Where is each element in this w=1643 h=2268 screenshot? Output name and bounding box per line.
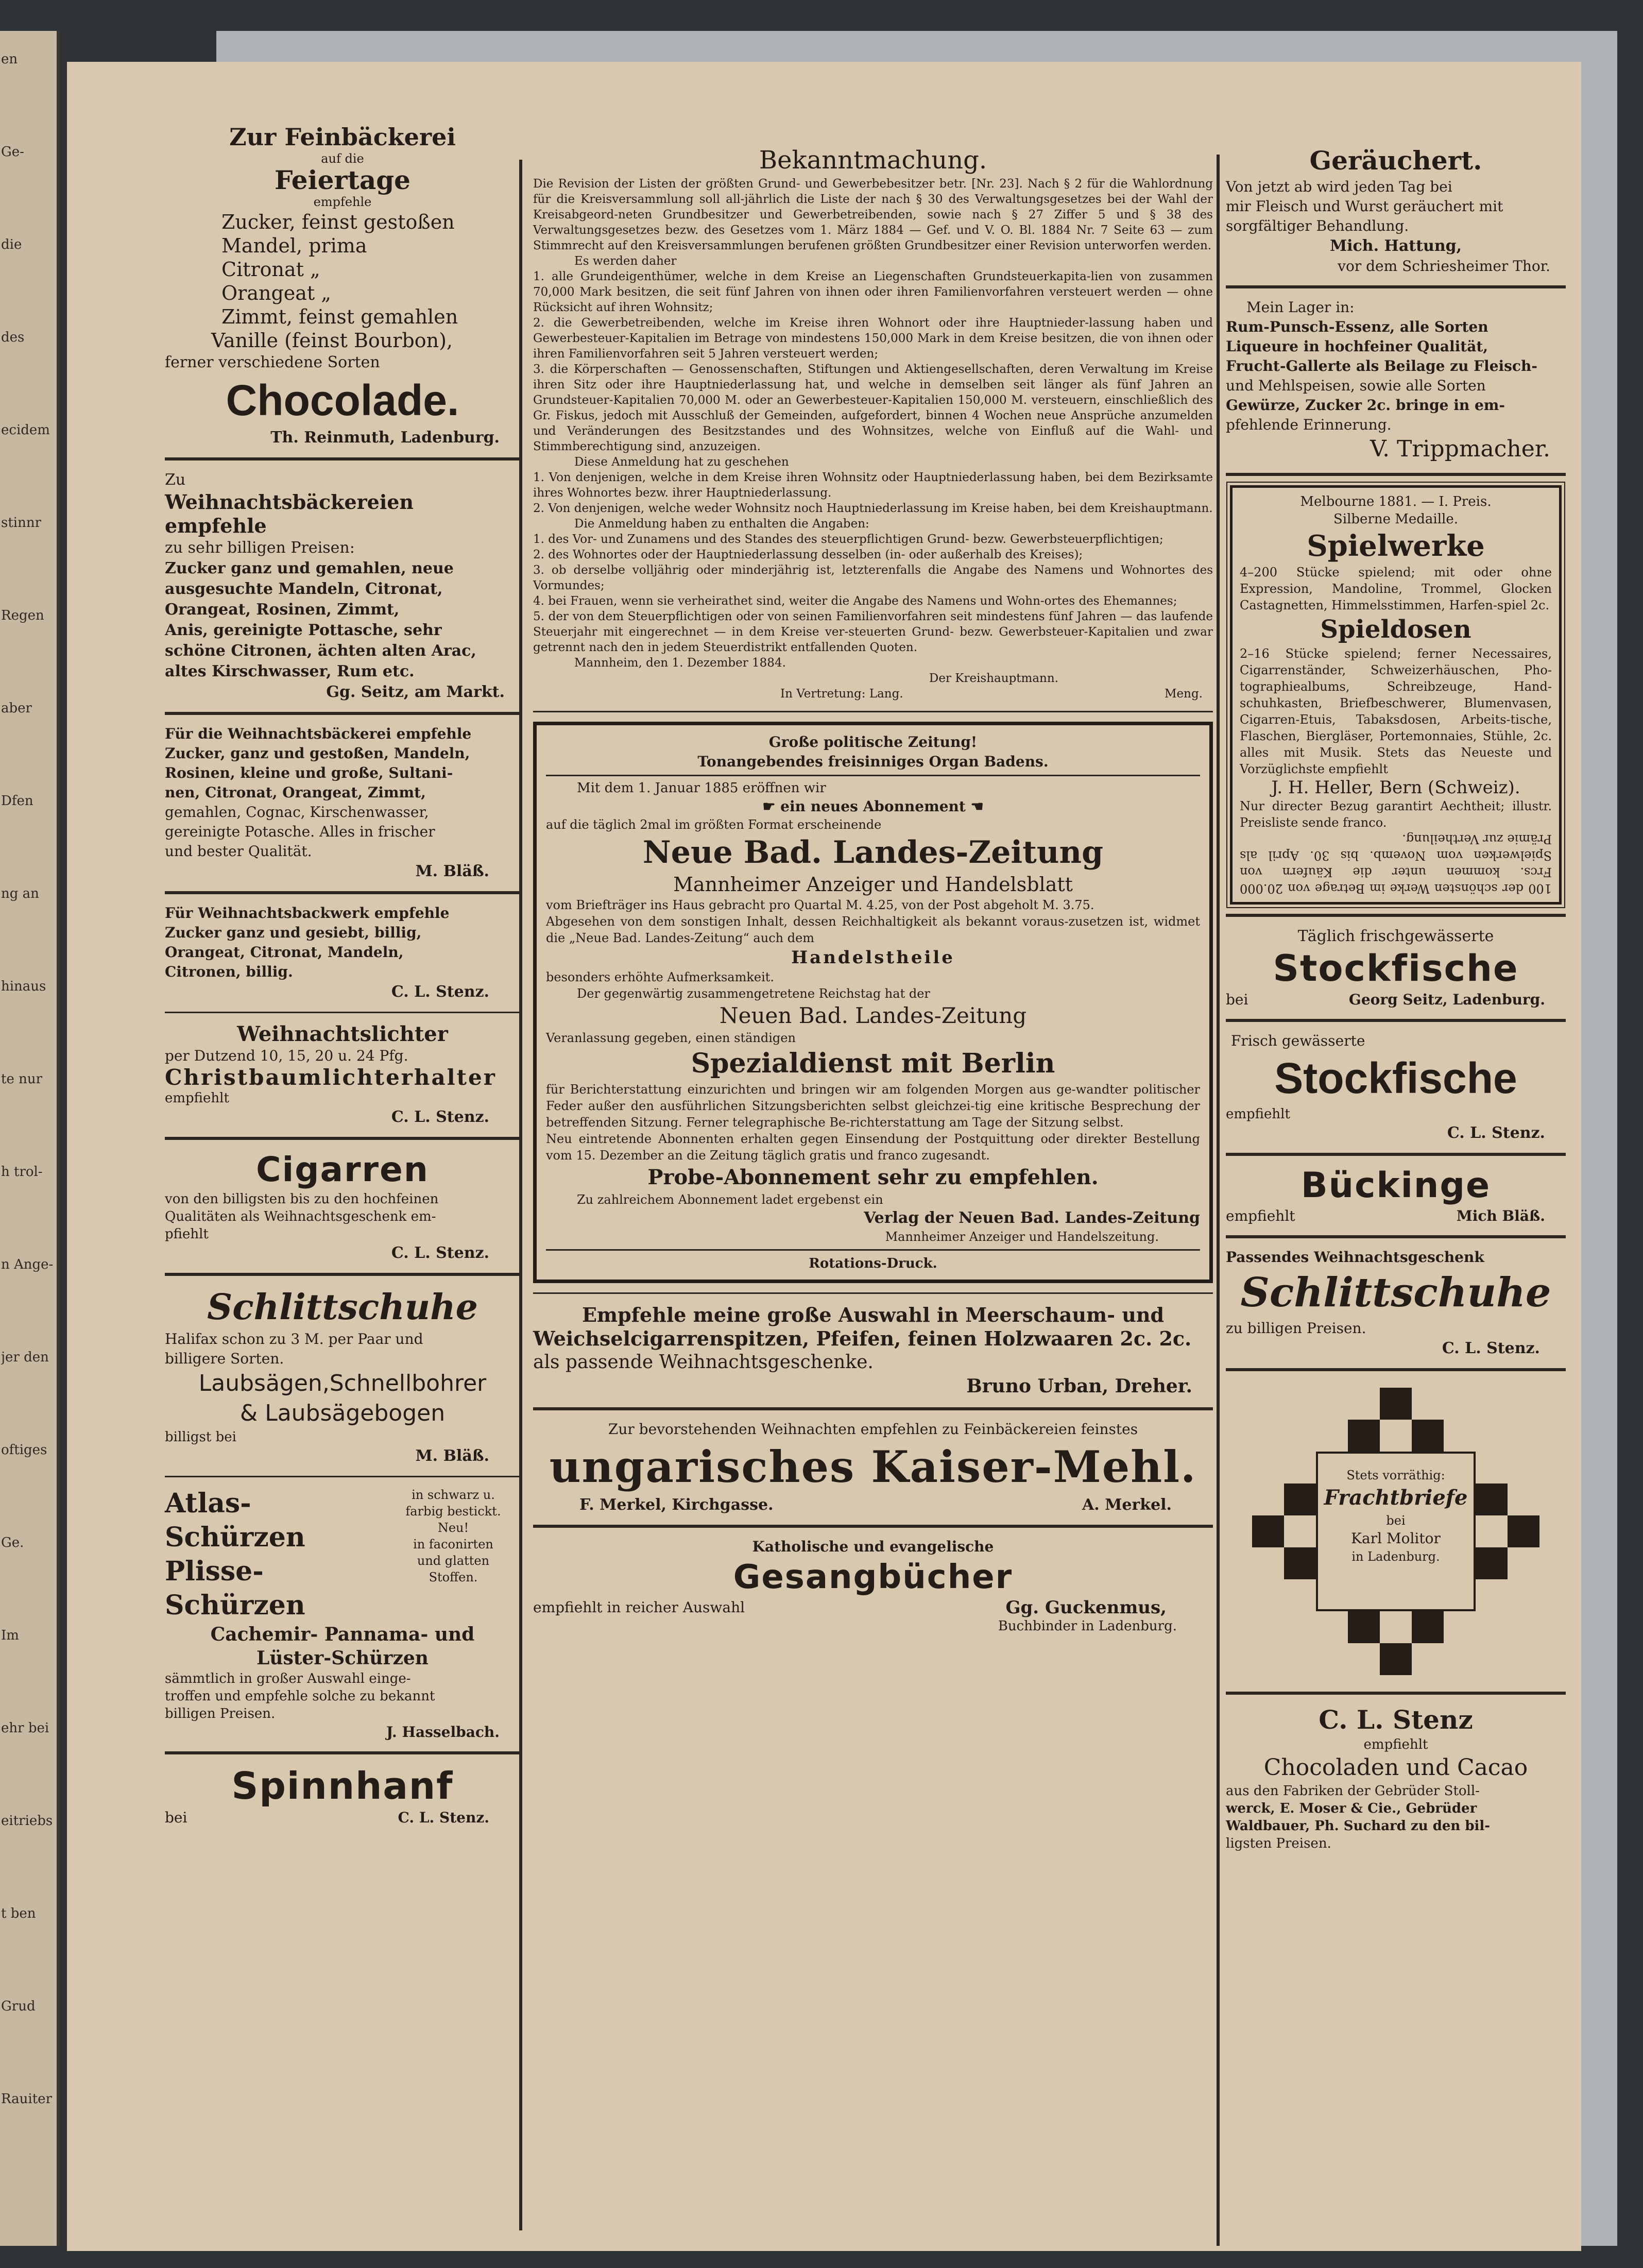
ad-text: Buchbinder in Ladenburg.	[998, 1618, 1177, 1634]
ad-headline: Spieldosen	[1320, 615, 1471, 644]
divider	[165, 1137, 520, 1140]
ad-text: Anis, gereinigte Pottasche, sehr	[165, 621, 442, 639]
ad-text: troffen und empfehle solche zu bekannt	[165, 1689, 435, 1704]
ad-text: vor dem Schriesheimer Thor.	[1338, 258, 1550, 275]
ad-text: Rotations-Druck.	[809, 1256, 937, 1271]
ad-text: Orangeat, Rosinen, Zimmt,	[165, 601, 400, 619]
ad-text: Citronen, billig.	[165, 963, 293, 980]
ad-spinnhanf	[165, 1764, 520, 1828]
ad-text: ausgesuchte Mandeln, Citronat,	[165, 580, 443, 598]
divider	[546, 1249, 1200, 1251]
ad-headline: Probe-Abonnement sehr zu empfehlen.	[647, 1165, 1099, 1189]
ad-signature: Th. Reinmuth, Ladenburg.	[270, 429, 500, 447]
notice-item: 2. die Gewerbetreibenden, welche im Kreise ihren Wohnort oder ihre Hauptnieder-lassung haben und Gewerbesteuer-Kapitalien im Betrage von mindestens 150,000 Mark in dem Kreise besitzen, die von ihnen oder ihren Familienvorfahren seit 5 Jahren versteuert werden;	[533, 316, 1213, 361]
ad-text: Gewürze, Zucker 2c. bringe in em-	[1226, 397, 1505, 414]
ad-signature: J. Hasselbach.	[386, 1724, 500, 1741]
ad-headline: & Laubsägebogen	[239, 1400, 446, 1426]
ad-headline: Spezialdienst mit Berlin	[691, 1048, 1055, 1079]
ad-text: Neu eintretende Abonnenten erhalten gegen Einsendung der Postquittung oder direkter Bestellung vom 15. Dezember an die Zeitung täglich gratis und franco zugesandt.	[546, 1132, 1200, 1163]
ad-headline: Mannheimer Anzeiger und Handelsblatt	[673, 873, 1073, 896]
ad-text: billigere Sorten.	[165, 1350, 284, 1367]
edge-text-fragment: Rauiter	[1, 2091, 52, 2107]
edge-text-fragment: n Ange-	[1, 1257, 54, 1272]
edge-text-fragment: stinnr	[1, 515, 42, 531]
divider	[533, 1292, 1213, 1294]
notice-date: Mannheim, den 1. Dezember 1884.	[574, 656, 786, 670]
edge-text-fragment: te nur	[1, 1071, 43, 1087]
ad-headline: Spielwerke	[1307, 529, 1485, 563]
column-left	[165, 124, 520, 1828]
ad-signature: Gg. Seitz, am Markt.	[326, 683, 505, 701]
column-rule-right	[1217, 155, 1220, 2246]
ad-text: ferner verschiedene Sorten	[165, 353, 380, 371]
ad-text: mir Fleisch und Wurst geräuchert mit	[1226, 198, 1503, 215]
ad-title: Zur Feinbäckerei	[229, 123, 456, 151]
ad-text: Zucker, ganz und gestoßen, Mandeln,	[165, 745, 470, 762]
ad-text: Von jetzt ab wird jeden Tag bei	[1226, 178, 1452, 195]
ad-text: als passende Weihnachtsgeschenke.	[533, 1352, 874, 1373]
ad-signature: Karl Molitor	[1351, 1530, 1441, 1547]
ad-text: Stoffen.	[429, 1570, 478, 1584]
ad-headline: ☛ ein neues Abonnement ☚	[546, 797, 1200, 816]
notice-signature: In Vertretung: Lang.	[780, 687, 903, 701]
edge-text-fragment: ehr bei	[1, 1720, 49, 1736]
ad-weihnachtslichter	[165, 1022, 520, 1128]
edge-text-fragment: Regen	[1, 608, 44, 623]
ad-signature: C. L. Stenz.	[1447, 1124, 1545, 1142]
divider	[1226, 914, 1566, 917]
divider	[1226, 473, 1566, 476]
ad-text: Zur bevorstehenden Weihnachten empfehlen zu Feinbäckereien feinstes	[608, 1421, 1138, 1438]
previous-page-edge	[0, 31, 60, 2246]
edge-text-fragment: h trol-	[1, 1164, 43, 1180]
ad-text: von den billigsten bis zu den hochfeinen	[165, 1191, 439, 1207]
ad-schlittschuhe-stenz	[1226, 1248, 1566, 1359]
notice-bekanntmachung	[533, 144, 1213, 702]
checkerboard-frame	[1252, 1388, 1539, 1675]
ad-signature: Georg Seitz, Ladenburg.	[1348, 991, 1545, 1008]
ad-text: billigst bei	[165, 1429, 236, 1445]
ad-bueckinge	[1226, 1165, 1566, 1226]
ad-headline: Geräuchert.	[1309, 145, 1482, 176]
edge-text-fragment: Dfen	[1, 793, 33, 809]
ad-headline: Lüster-Schürzen	[256, 1647, 429, 1669]
ad-headline: Plisse-Schürzen	[165, 1556, 305, 1621]
ad-headline: Atlas-Schürzen	[165, 1488, 305, 1553]
ad-text: gemahlen, Cognac, Kirschenwasser,	[165, 804, 429, 821]
ad-text: Weichselcigarrenspitzen, Pfeifen, feinen Holzwaaren 2c. 2c.	[533, 1327, 1192, 1350]
divider	[165, 1012, 520, 1013]
divider	[533, 1407, 1213, 1410]
ad-text: Frisch gewässerte	[1231, 1032, 1365, 1049]
ad-text: Orangeat, Citronat, Mandeln,	[165, 944, 404, 961]
ad-text: Halifax schon zu 3 M. per Paar und	[165, 1331, 423, 1348]
ad-headline: Chocoladen und Cacao	[1263, 1754, 1528, 1781]
list-item: Zucker, feinst gestoßen	[221, 211, 455, 233]
ad-stockfische-stenz	[1226, 1031, 1566, 1144]
ad-signature: Gg. Guckenmus,	[1005, 1597, 1167, 1618]
ad-signature: J. H. Heller, Bern (Schweiz).	[1271, 777, 1520, 798]
ad-text: Zu zahlreichem Abonnement ladet ergebenst ein	[577, 1192, 883, 1207]
ad-headline: Cachemir- Pannama- und	[210, 1624, 475, 1645]
column-center	[533, 144, 1213, 1635]
ad-headline: Laubsägen,Schnellbohrer	[198, 1370, 487, 1396]
ad-text: Neu!	[437, 1521, 469, 1535]
notice-item: 2. des Wohnortes oder der Hauptniederlassung desselben (in- oder außerhalb des Kreises);	[533, 548, 1083, 561]
ad-text: Waldbauer, Ph. Suchard zu den bil-	[1226, 1818, 1491, 1834]
ad-signature: Mich Bläß.	[1456, 1207, 1545, 1224]
ad-text: besonders erhöhte Aufmerksamkeit.	[546, 970, 775, 984]
ad-text: billigen Preisen.	[165, 1706, 276, 1721]
ad-text: empfiehlt in reicher Auswahl	[533, 1599, 745, 1616]
ad-text: Empfehle meine große Auswahl in Meerschaum- und	[581, 1303, 1165, 1326]
notice-item: 5. der von dem Steuerpflichtigen oder von seinen Familienvorfahren seit mindestens fünf Jahren — das laufende Steuerjahr mit eingerechnet — in dem Kreise ver-steuerten Grund- bezw. Gewerbsteuer-Kapitalien und zwar getrennt nach den in jedem Steuerdistrikt entfallenden Quoten.	[533, 610, 1213, 654]
ad-headline: Neue Bad. Landes-Zeitung	[642, 834, 1104, 871]
ad-text: per Dutzend 10, 15, 20 u. 24 Pfg.	[165, 1047, 408, 1064]
ad-headline: Stockfische	[1273, 947, 1519, 990]
ad-signature: C. L. Stenz.	[391, 1108, 489, 1126]
list-item: Zimmt, feinst gemahlen	[221, 305, 458, 328]
notice-item: 1. des Vor- und Zunamens und des Standes des steuerpflichtigen Grund- bezw. Gewerbsteuerpflichtigen;	[533, 533, 1163, 546]
edge-text-fragment: aber	[1, 701, 32, 716]
notice-signature: Der Kreishauptmann.	[929, 672, 1058, 685]
edge-text-fragment: des	[1, 330, 25, 345]
ad-text: bei	[1386, 1513, 1406, 1528]
divider	[533, 1525, 1213, 1528]
ad-headline: ungarisches Kaiser-Mehl.	[549, 1441, 1197, 1492]
ad-signature: M. Bläß.	[415, 1447, 489, 1465]
edge-text-fragment: oftiges	[1, 1442, 47, 1458]
ad-text: Frucht-Gallerte als Beilage zu Fleisch-	[1226, 357, 1537, 374]
divider	[165, 1751, 520, 1754]
edge-text-fragment: t ben	[1, 1906, 36, 1921]
ad-text: Rum-Punsch-Essenz, alle Sorten	[1226, 318, 1488, 335]
ad-text: auf die täglich 2mal im größten Format erscheinende	[546, 817, 882, 832]
ad-text: Mannheimer Anzeiger und Handelszeitung.	[885, 1230, 1159, 1244]
divider	[1226, 1368, 1566, 1371]
ad-text: Tonangebendes freisinniges Organ Badens.	[697, 753, 1049, 770]
list-item: Orangeat „	[221, 282, 331, 304]
ad-headline: Handelstheile	[791, 947, 955, 968]
ad-text: in Ladenburg.	[1351, 1549, 1440, 1564]
notice-item: 3. ob derselbe volljährig oder minderjährig ist, letzterenfalls die Angabe des Namens und Wohnortes des Vormundes;	[533, 564, 1213, 592]
ad-signature: A. Merkel.	[1082, 1496, 1172, 1514]
ad-lager	[1226, 298, 1566, 464]
list-item: Vanille (feinst Bourbon),	[211, 329, 453, 352]
notice-paragraph: Die Revision der Listen der größten Grund- und Gewerbebesitzer betr. [Nr. 23]. Nach § 2 für die Wahlordnung für die Kreisversammlung soll all-jährlich die Liste der nach § 30 des Verwaltungsgesetzes bei der Wahl der Kreisabgeord-neten Grundbesitzer und Gewerbetreibenden, sowie nach § 27 Ziffer 5 und § 38 des Verwaltungsgesetzes bezw. des Gesetzes vom 1. März 1884 — Gef. und V. O. Bl. 1884 Nr. 7 Seite 63 — zum Stimmrecht auf den Kreisversammlungen berufenen größten Grundbesitzer einer Revision unterworfen werden.	[533, 177, 1213, 252]
ad-stockfische-seitz	[1226, 926, 1566, 1010]
ad-signature: F. Merkel, Kirchgasse.	[579, 1496, 774, 1514]
edge-text-fragment: Im	[1, 1628, 19, 1643]
ad-frachtbriefe	[1226, 1380, 1566, 1682]
ad-spielwerke	[1230, 485, 1562, 905]
notice-title: Bekanntmachung.	[759, 146, 987, 175]
ad-text: Mein Lager in:	[1246, 299, 1355, 316]
edge-text-fragment: eitriebs	[1, 1813, 53, 1829]
divider	[165, 1273, 520, 1276]
divider	[1226, 1019, 1566, 1022]
ad-headline: Spinnhanf	[231, 1764, 454, 1807]
ad-text: schöne Citronen, ächten alten Arac,	[165, 642, 476, 660]
ad-text: Rosinen, kleine und große, Sultani-	[165, 764, 453, 781]
ad-text: 4–200 Stücke spielend; mit oder ohne Expression, Mandoline, Trommel, Glocken Castagnetten, Himmelsstimmen, Harfen-spiel 2c.	[1240, 565, 1552, 612]
ad-text: ligsten Preisen.	[1226, 1836, 1331, 1851]
ad-headline: Neuen Bad. Landes-Zeitung	[719, 1003, 1027, 1028]
ad-headline: Cigarren	[256, 1150, 429, 1189]
ad-text: Der gegenwärtig zusammengetretene Reichstag hat der	[577, 986, 930, 1001]
ad-text: Passendes Weihnachtsgeschenk	[1226, 1249, 1484, 1266]
ad-gesangbuecher	[533, 1537, 1213, 1635]
notice-signature: Meng.	[1164, 687, 1203, 701]
ad-headline: Chocolade.	[226, 376, 459, 424]
notice-item: 3. die Körperschaften — Genossenschaften, Stiftungen und Aktiengesellschaften, deren Verwaltung im Kreise ihren Sitz oder ihre Hauptniederlassung hat, und welche in demselben seit länger als fünf Jahren an Grundsteuer-Kapitalien 70,000 M. oder an Gewerbesteuer-Kapitalien 150,000 M. versteuern, einschließlich des Gr. Fiskus, jedoch mit Ausschluß der Gemeinden, aufgefordert, binnen 4 Wochen neue Ansprüche anzumelden und Veränderungen des Besitzstandes und des Wohnsitzes, welche von Einfluß auf die Wahl- und Stimmberechtigung sind, anzuzeigen.	[533, 363, 1213, 453]
ad-signature: C. L. Stenz.	[1442, 1339, 1540, 1357]
ad-headline: C. L. Stenz	[1319, 1704, 1473, 1735]
ad-text: werck, E. Moser & Cie., Gebrüder	[1226, 1801, 1477, 1816]
ad-schuerzen	[165, 1487, 520, 1742]
edge-text-fragment: jer den	[1, 1350, 49, 1365]
ad-text: bei	[165, 1809, 187, 1826]
edge-text-fragment: die	[1, 237, 22, 252]
list-item: Mandel, prima	[221, 234, 367, 257]
ad-text: empfiehlt	[1226, 1106, 1290, 1122]
ad-headline: Bückinge	[1300, 1165, 1491, 1206]
ad-text: Zucker ganz und gemahlen, neue	[165, 559, 454, 577]
ad-signature: Bruno Urban, Dreher.	[966, 1375, 1192, 1397]
ad-text: nen, Citronat, Orangeat, Zimmt,	[165, 784, 426, 801]
ad-headline: Schlittschuhe	[1240, 1269, 1551, 1316]
ad-text: auf die	[321, 151, 364, 166]
ad-text: empfiehlt	[165, 1090, 229, 1106]
ad-signature: M. Bläß.	[415, 862, 489, 880]
ad-text: sämmtlich in großer Auswahl einge-	[165, 1671, 411, 1686]
ad-headline: Weihnachtsbäckereien empfehle	[165, 490, 414, 537]
ad-text: empfiehlt	[1226, 1207, 1295, 1224]
ad-text: 2–16 Stücke spielend; ferner Necessaires, Cigarrenständer, Schweizerhäuschen, Pho-tographiealbums, Schreibzeuge, Hand-schuhkasten, Briefbeschwerer, Blumenvasen, Cigarren-Etuis, Tabaksdosen, Arbeits-tische, Flaschen, Biergläser, Portemonnaies, Stühle, 2c. alles mit Musik. Stets das Neueste und Vorzüglichste empfiehlt	[1240, 646, 1552, 776]
ad-cigarren	[165, 1149, 520, 1264]
notice-paragraph: Die Anmeldung haben zu enthalten die Angaben:	[574, 517, 869, 531]
ad-text: Für Weihnachtsbackwerk empfehle	[165, 905, 450, 922]
ad-text: Täglich frischgewässerte	[1297, 927, 1494, 945]
ad-chocoladen-stenz	[1226, 1704, 1566, 1852]
edge-text-fragment: hinaus	[1, 979, 46, 994]
divider	[1226, 285, 1566, 288]
divider	[1226, 1692, 1566, 1695]
ad-headline: Weihnachtslichter	[237, 1022, 448, 1046]
ad-geraeuchert	[1226, 144, 1566, 276]
ad-text: in schwarz u.	[412, 1488, 495, 1502]
ad-text: und bester Qualität.	[165, 843, 312, 860]
ad-title: Feiertage	[275, 165, 410, 195]
ad-headline: Schlittschuhe	[207, 1287, 478, 1328]
ad-weihnachtsbackwerk	[165, 903, 520, 1002]
ad-text: und glatten	[417, 1554, 490, 1568]
ad-text: Große politische Zeitung!	[768, 734, 978, 751]
ad-headline: Christbaumlichterhalter	[165, 1065, 497, 1090]
ad-text: Katholische und evangelische	[752, 1538, 994, 1555]
ad-schlittschuhe	[165, 1285, 520, 1466]
ad-text: farbig bestickt.	[405, 1504, 501, 1519]
divider	[546, 775, 1200, 776]
ad-feinbaeckerei	[165, 124, 520, 448]
edge-text-fragment: Ge-	[1, 144, 24, 160]
ad-headline: Gesangbücher	[733, 1558, 1013, 1596]
ad-landes-zeitung	[533, 722, 1213, 1283]
ad-text: Für die Weihnachtsbäckerei empfehle	[165, 725, 472, 742]
edge-text-fragment: en	[1, 52, 18, 67]
ad-weihnachtsbaeckerei-blaess	[165, 724, 520, 882]
ad-text: in faconirten	[413, 1537, 493, 1551]
ad-text: Nur directer Bezug garantirt Aechtheit; illustr. Preisliste sende franco.	[1240, 799, 1552, 830]
inverted-notice: 100 der schönsten Werke im Betrage von 20.000 Frcs. kommen unter die Käufern von Spielwerken vom Novemb. bis 30. April als Prämie zur Vertheilung.	[1240, 832, 1552, 896]
divider	[165, 712, 520, 715]
notice-item: 1. alle Grundeigenthümer, welche in dem Kreise an Liegenschaften Grundsteuerkapita-lien von zusammen 70,000 Mark besitzen, die seit fünf Jahren von ihnen oder ihren Familienvorfahren versteuert werden — ohne Rücksicht auf ihren Wohnsitz;	[533, 270, 1213, 314]
notice-paragraph: Diese Anmeldung hat zu geschehen	[574, 455, 789, 469]
column-right	[1226, 144, 1566, 1852]
ad-signature: C. L. Stenz.	[398, 1809, 489, 1826]
ad-text: Mit dem 1. Januar 1885 eröffnen wir	[577, 780, 826, 796]
divider	[1226, 1153, 1566, 1156]
ad-signature: V. Trippmacher.	[1370, 436, 1550, 462]
notice-item: 4. bei Frauen, wenn sie verheirathet sind, weiter die Angabe des Namens und Wohn-ortes des Ehemannes;	[533, 594, 1177, 608]
ad-meerschaum	[533, 1303, 1213, 1398]
ad-text: Abgesehen von dem sonstigen Inhalt, dessen Reichhaltigkeit als bekannt voraus-zusetzen ist, widmet die „Neue Bad. Landes-Zeitung“ auch dem	[546, 914, 1200, 945]
divider	[1226, 1235, 1566, 1238]
divider	[533, 711, 1213, 712]
list-item: Citronat „	[221, 258, 320, 281]
ad-text: Silberne Medaille.	[1333, 511, 1459, 527]
ad-kaiser-mehl	[533, 1420, 1213, 1515]
ad-signature: C. L. Stenz.	[391, 983, 489, 1001]
ad-text: altes Kirschwasser, Rum etc.	[165, 662, 415, 680]
frachtbriefe-panel	[1316, 1452, 1476, 1611]
ad-text: empfehle	[313, 195, 372, 209]
ad-text: Melbourne 1881. — I. Preis.	[1300, 494, 1492, 509]
ad-text: pfiehlt	[165, 1226, 209, 1242]
ad-text: empfiehlt	[1363, 1737, 1428, 1752]
ad-headline: Stockfische	[1274, 1054, 1517, 1102]
ad-text: sorgfältiger Behandlung.	[1226, 217, 1409, 234]
divider	[165, 891, 520, 894]
edge-text-fragment: Grud	[1, 1999, 36, 2014]
ad-headline: Frachtbriefe	[1324, 1486, 1468, 1510]
ad-text: Zucker ganz und gesiebt, billig,	[165, 924, 422, 941]
ad-text: pfehlende Erinnerung.	[1226, 416, 1392, 433]
divider	[165, 457, 520, 461]
ad-text: für Berichterstattung einzurichten und bringen wir am folgenden Morgen aus ge-wandter politischer Feder außer den ausführlichen Sitzungsberichten selbst gleichzei-tig eine kritische Besprechung der betreffenden Sitzung. Ferner telegraphische Be-richterstattung am Tage der Sitzung selbst.	[546, 1082, 1200, 1130]
notice-item: 1. Von denjenigen, welche in dem Kreise ihren Wohnsitz oder Hauptniederlassung haben, bei dem Bezirksamte ihres Wohnortes bezw. ihrer Hauptniederlassung.	[533, 471, 1213, 500]
ad-text: Liqueure in hochfeiner Qualität,	[1226, 338, 1488, 355]
ad-text: gereinigte Potasche. Alles in frischer	[165, 823, 435, 840]
ad-signature: C. L. Stenz.	[391, 1244, 489, 1262]
ad-text: und Mehlspeisen, sowie alle Sorten	[1226, 377, 1486, 394]
edge-text-fragment: Ge.	[1, 1535, 24, 1550]
ad-text: Zu	[165, 471, 186, 489]
notice-paragraph: Es werden daher	[574, 254, 677, 268]
ad-signature: Mich. Hattung,	[1329, 237, 1462, 255]
ad-text: Qualitäten als Weihnachtsgeschenk em-	[165, 1209, 436, 1224]
ad-text: bei	[1226, 991, 1248, 1008]
edge-text-fragment: ecidem	[1, 422, 50, 438]
ad-text: aus den Fabriken der Gebrüder Stoll-	[1226, 1783, 1480, 1799]
edge-text-fragment: ng an	[1, 886, 39, 901]
divider	[165, 1476, 520, 1477]
notice-item: 2. Von denjenigen, welche weder Wohnsitz noch Hauptniederlassung im Kreise haben, bei dem Kreishauptmann.	[533, 502, 1213, 515]
ad-text: vom Briefträger ins Haus gebracht pro Quartal M. 4.25, von der Post abgeholt M. 3.75.	[546, 898, 1094, 912]
ad-text: zu billigen Preisen.	[1226, 1320, 1366, 1337]
ad-text: Veranlassung gegeben, einen ständigen	[546, 1031, 796, 1045]
ad-weihnachtsbaeckereien	[165, 470, 520, 703]
ad-text: Stets vorräthig:	[1346, 1468, 1445, 1482]
ad-signature: Verlag der Neuen Bad. Landes-Zeitung	[864, 1209, 1200, 1227]
ad-text: zu sehr billigen Preisen:	[165, 539, 355, 557]
